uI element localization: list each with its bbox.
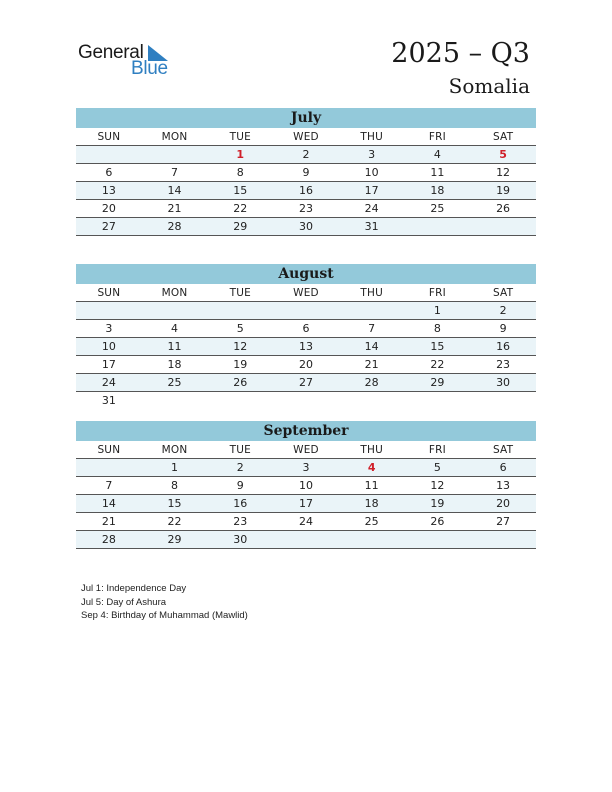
day-cell: 3 — [368, 148, 376, 161]
weekday-label: FRI — [428, 287, 446, 299]
empty-day-cell — [405, 531, 471, 548]
empty-day-cell — [142, 146, 208, 163]
day-cell: 14 — [101, 497, 116, 510]
empty-day-cell — [273, 531, 339, 548]
week-row — [76, 459, 536, 477]
month-header: September — [76, 421, 536, 441]
weekday-label: TUE — [229, 444, 251, 456]
day-cell: 11 — [430, 166, 445, 179]
day-cell: 27 — [101, 220, 116, 233]
day-cell: 22 — [233, 202, 248, 215]
day-cell: 3 — [105, 322, 113, 335]
day-cell: 16 — [298, 184, 313, 197]
empty-day-cell — [273, 302, 339, 319]
day-cell: 24 — [298, 515, 313, 528]
day-cell: 19 — [430, 497, 445, 510]
weekday-label: SAT — [492, 444, 514, 456]
month-header: August — [76, 264, 536, 284]
day-cell: 1 — [433, 304, 441, 317]
day-cell: 8 — [171, 479, 179, 492]
weekday-label: WED — [293, 131, 319, 143]
day-cell: 15 — [167, 497, 182, 510]
day-cell: 4 — [367, 461, 376, 474]
weekday-label: SUN — [97, 131, 121, 143]
day-cell: 16 — [496, 340, 511, 353]
day-cell: 17 — [101, 358, 116, 371]
month-july — [76, 108, 536, 236]
day-cell: 1 — [171, 461, 179, 474]
day-cell: 2 — [236, 461, 244, 474]
week-row — [76, 374, 536, 392]
day-cell: 5 — [236, 322, 244, 335]
week-row — [76, 146, 536, 164]
day-cell: 25 — [167, 376, 182, 389]
week-row — [76, 302, 536, 320]
day-cell: 3 — [302, 461, 310, 474]
month-header: July — [76, 108, 536, 128]
holiday-notes — [81, 582, 248, 623]
day-cell: 22 — [167, 515, 182, 528]
day-cell: 20 — [298, 358, 313, 371]
day-cell: 12 — [430, 479, 445, 492]
day-cell: 2 — [499, 304, 507, 317]
day-cell: 22 — [430, 358, 445, 371]
day-cell: 14 — [364, 340, 379, 353]
day-cell: 9 — [236, 479, 244, 492]
week-row — [76, 495, 536, 513]
weekday-row — [76, 284, 536, 302]
country-name: Somalia — [448, 74, 530, 98]
day-cell: 28 — [364, 376, 379, 389]
empty-day-cell — [207, 392, 273, 410]
day-cell: 18 — [364, 497, 379, 510]
page-title: 2025 – Q3 — [391, 38, 530, 69]
holiday-note: Jul 1: Independence Day — [81, 583, 187, 594]
empty-day-cell — [142, 302, 208, 319]
weekday-row — [76, 128, 536, 146]
day-cell: 30 — [496, 376, 511, 389]
day-cell: 1 — [236, 148, 245, 161]
day-cell: 21 — [364, 358, 379, 371]
week-row — [76, 531, 536, 549]
day-cell: 11 — [364, 479, 379, 492]
day-cell: 30 — [233, 533, 248, 546]
logo-text-blue: Blue — [131, 58, 168, 79]
week-row — [76, 392, 536, 410]
day-cell: 31 — [101, 394, 116, 407]
day-cell: 27 — [298, 376, 313, 389]
week-row — [76, 338, 536, 356]
generalblue-logo — [78, 42, 178, 82]
empty-day-cell — [405, 392, 471, 410]
empty-day-cell — [76, 146, 142, 163]
day-cell: 25 — [364, 515, 379, 528]
weekday-label: MON — [161, 444, 188, 456]
day-cell: 9 — [499, 322, 507, 335]
day-cell: 30 — [298, 220, 313, 233]
day-cell: 7 — [368, 322, 376, 335]
weekday-label: TUE — [229, 287, 251, 299]
day-cell: 19 — [233, 358, 248, 371]
day-cell: 10 — [298, 479, 313, 492]
weekday-row — [76, 441, 536, 459]
week-row — [76, 200, 536, 218]
day-cell: 28 — [101, 533, 116, 546]
week-row — [76, 164, 536, 182]
weekday-label: SUN — [97, 287, 121, 299]
day-cell: 12 — [233, 340, 248, 353]
day-cell: 21 — [101, 515, 116, 528]
day-cell: 11 — [167, 340, 182, 353]
day-cell: 29 — [430, 376, 445, 389]
empty-day-cell — [273, 392, 339, 410]
weekday-label: TUE — [229, 131, 251, 143]
week-row — [76, 182, 536, 200]
day-cell: 24 — [101, 376, 116, 389]
day-cell: 27 — [496, 515, 511, 528]
empty-day-cell — [339, 531, 405, 548]
day-cell: 10 — [101, 340, 116, 353]
day-cell: 5 — [499, 148, 507, 161]
day-cell: 4 — [433, 148, 441, 161]
month-august — [76, 264, 536, 410]
day-cell: 15 — [233, 184, 248, 197]
weekday-label: WED — [293, 287, 319, 299]
day-cell: 4 — [171, 322, 179, 335]
day-cell: 23 — [496, 358, 511, 371]
day-cell: 13 — [101, 184, 116, 197]
holiday-note: Sep 4: Birthday of Muhammad (Mawlid) — [81, 610, 248, 621]
weekday-label: FRI — [428, 444, 446, 456]
empty-day-cell — [470, 392, 536, 410]
empty-day-cell — [207, 302, 273, 319]
day-cell: 23 — [233, 515, 248, 528]
holiday-note: Jul 5: Day of Ashura — [81, 596, 167, 608]
day-cell: 15 — [430, 340, 445, 353]
weekday-label: WED — [293, 444, 319, 456]
month-september — [76, 421, 536, 549]
empty-day-cell — [76, 302, 142, 319]
day-cell: 8 — [236, 166, 244, 179]
day-cell: 26 — [496, 202, 511, 215]
day-cell: 20 — [496, 497, 511, 510]
empty-day-cell — [470, 531, 536, 548]
day-cell: 12 — [496, 166, 511, 179]
weekday-label: THU — [360, 444, 383, 456]
day-cell: 9 — [302, 166, 310, 179]
weekday-label: SAT — [492, 287, 514, 299]
week-row — [76, 320, 536, 338]
week-row — [76, 356, 536, 374]
empty-day-cell — [405, 218, 471, 235]
day-cell: 8 — [433, 322, 441, 335]
day-cell: 14 — [167, 184, 182, 197]
weekday-label: FRI — [428, 131, 446, 143]
day-cell: 6 — [499, 461, 507, 474]
day-cell: 23 — [298, 202, 313, 215]
day-cell: 21 — [167, 202, 182, 215]
day-cell: 2 — [302, 148, 310, 161]
week-row — [76, 218, 536, 236]
weekday-label: SAT — [492, 131, 514, 143]
empty-day-cell — [76, 459, 142, 476]
weekday-label: MON — [161, 287, 188, 299]
day-cell: 6 — [105, 166, 113, 179]
day-cell: 18 — [167, 358, 182, 371]
empty-day-cell — [142, 392, 208, 410]
empty-day-cell — [339, 392, 405, 410]
empty-day-cell — [470, 218, 536, 235]
weekday-label: MON — [161, 131, 188, 143]
day-cell: 26 — [430, 515, 445, 528]
day-cell: 10 — [364, 166, 379, 179]
day-cell: 6 — [302, 322, 310, 335]
day-cell: 7 — [105, 479, 113, 492]
day-cell: 25 — [430, 202, 445, 215]
weekday-label: THU — [360, 131, 383, 143]
day-cell: 31 — [364, 220, 379, 233]
day-cell: 17 — [298, 497, 313, 510]
week-row — [76, 477, 536, 495]
day-cell: 24 — [364, 202, 379, 215]
day-cell: 13 — [496, 479, 511, 492]
day-cell: 7 — [171, 166, 179, 179]
empty-day-cell — [339, 302, 405, 319]
week-row — [76, 513, 536, 531]
day-cell: 5 — [433, 461, 441, 474]
weekday-label: SUN — [97, 444, 121, 456]
day-cell: 16 — [233, 497, 248, 510]
weekday-label: THU — [360, 287, 383, 299]
day-cell: 18 — [430, 184, 445, 197]
day-cell: 29 — [167, 533, 182, 546]
day-cell: 28 — [167, 220, 182, 233]
logo-text-general: General — [78, 42, 144, 63]
day-cell: 20 — [101, 202, 116, 215]
day-cell: 26 — [233, 376, 248, 389]
day-cell: 19 — [496, 184, 511, 197]
day-cell: 17 — [364, 184, 379, 197]
day-cell: 13 — [298, 340, 313, 353]
day-cell: 29 — [233, 220, 248, 233]
